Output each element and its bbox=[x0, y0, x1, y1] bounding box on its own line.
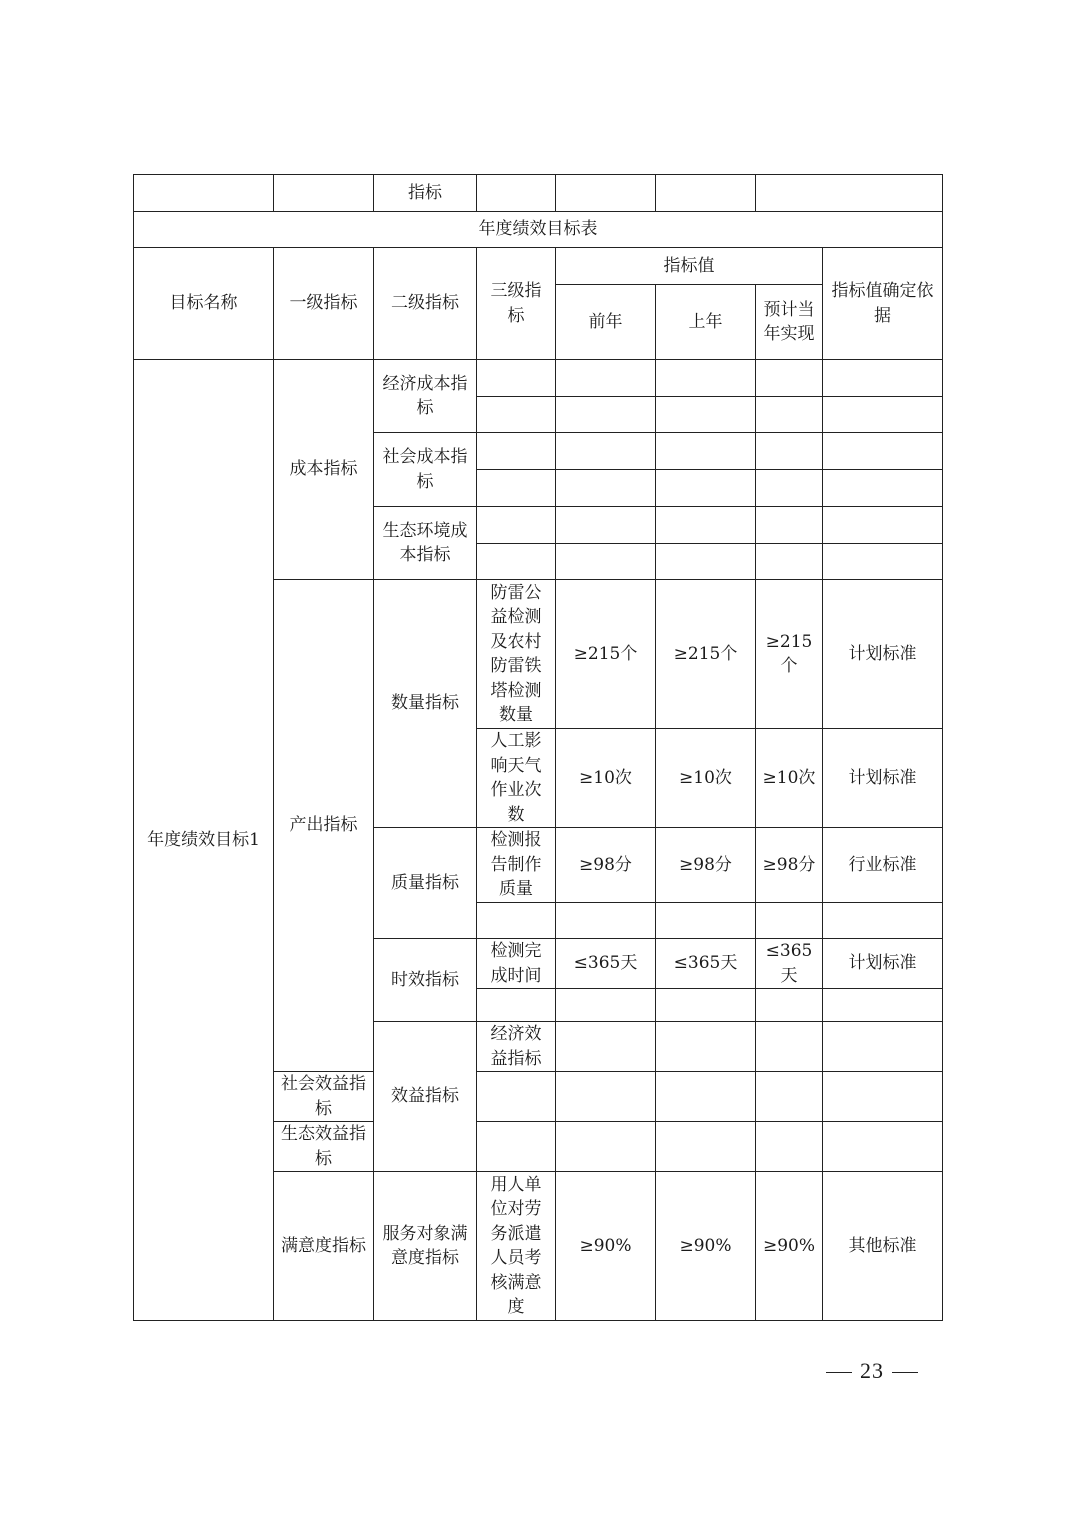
table-cell bbox=[756, 544, 823, 580]
table-cell: 指标 bbox=[374, 175, 477, 212]
table-cell bbox=[556, 903, 656, 939]
indicator-name: 人工影响天气作业次数 bbox=[477, 729, 556, 828]
table-cell bbox=[756, 507, 823, 544]
table-cell bbox=[656, 989, 756, 1022]
table-cell bbox=[823, 989, 943, 1022]
table-title-row bbox=[134, 212, 943, 248]
table-cell bbox=[556, 989, 656, 1022]
table-cell bbox=[656, 1022, 756, 1072]
table-cell bbox=[656, 903, 756, 939]
table-cell bbox=[656, 1122, 756, 1172]
value-prev-year: ≥98分 bbox=[556, 828, 656, 903]
benefit-indicator-label: 效益指标 bbox=[374, 1022, 477, 1172]
table-cell bbox=[756, 470, 823, 507]
table-title: 年度绩效目标表 bbox=[134, 212, 943, 248]
economic-cost-indicator: 经济成本指标 bbox=[374, 360, 477, 433]
page-number: 23 bbox=[860, 1358, 884, 1383]
table-cell bbox=[656, 360, 756, 397]
table-cell bbox=[823, 903, 943, 939]
value-expected: ≤365天 bbox=[756, 939, 823, 989]
table-cell bbox=[823, 397, 943, 433]
table-cell bbox=[756, 397, 823, 433]
indicator-name: 防雷公益检测及农村防雷铁塔检测数量 bbox=[477, 580, 556, 729]
header-expected: 预计当年实现 bbox=[756, 285, 823, 360]
value-basis: 计划标准 bbox=[823, 939, 943, 989]
value-expected: ≥10次 bbox=[756, 729, 823, 828]
quality-indicator-label: 质量指标 bbox=[374, 828, 477, 939]
table-cell bbox=[477, 1122, 556, 1172]
value-basis: 其他标准 bbox=[823, 1172, 943, 1321]
table-cell bbox=[756, 1072, 823, 1122]
table-cell bbox=[556, 1022, 656, 1072]
dash-right bbox=[892, 1372, 918, 1373]
table-cell bbox=[756, 903, 823, 939]
ecological-benefit-indicator: 生态效益指标 bbox=[274, 1122, 374, 1172]
table-cell bbox=[823, 544, 943, 580]
quantity-indicator-label: 数量指标 bbox=[374, 580, 477, 828]
value-expected: ≥90% bbox=[756, 1172, 823, 1321]
economic-benefit-indicator: 经济效益指标 bbox=[477, 1022, 556, 1072]
value-prev-year: ≤365天 bbox=[556, 939, 656, 989]
value-last-year: ≤365天 bbox=[656, 939, 756, 989]
value-basis: 计划标准 bbox=[823, 580, 943, 729]
table-cell bbox=[656, 507, 756, 544]
table-cell bbox=[823, 360, 943, 397]
table-cell bbox=[477, 989, 556, 1022]
header-target-name: 目标名称 bbox=[134, 248, 274, 360]
service-satisfaction-indicator: 服务对象满意度指标 bbox=[374, 1172, 477, 1321]
target-name-cell: 年度绩效目标1 bbox=[134, 360, 274, 1321]
table-cell bbox=[823, 1022, 943, 1072]
table-cell bbox=[477, 507, 556, 544]
table-cell bbox=[477, 360, 556, 397]
table-cell bbox=[656, 433, 756, 470]
eco-env-cost-indicator: 生态环境成本指标 bbox=[374, 507, 477, 580]
table-cell bbox=[823, 1122, 943, 1172]
table-cell bbox=[556, 433, 656, 470]
table-cell bbox=[756, 989, 823, 1022]
page-number-footer bbox=[818, 1358, 926, 1384]
table-cell bbox=[556, 507, 656, 544]
header-level3: 三级指标 bbox=[477, 248, 556, 360]
header-level1: 一级指标 bbox=[274, 248, 374, 360]
table-cell bbox=[823, 1072, 943, 1122]
table-cell bbox=[477, 433, 556, 470]
timeliness-indicator-label: 时效指标 bbox=[374, 939, 477, 1022]
header-value-group: 指标值 bbox=[556, 248, 823, 285]
value-prev-year: ≥215个 bbox=[556, 580, 656, 729]
value-last-year: ≥215个 bbox=[656, 580, 756, 729]
indicator-name: 检测报告制作质量 bbox=[477, 828, 556, 903]
header-row bbox=[134, 248, 943, 285]
table-cell bbox=[823, 433, 943, 470]
table-cell bbox=[756, 175, 943, 212]
table-cell bbox=[477, 544, 556, 580]
table-cell bbox=[556, 175, 656, 212]
table-cell bbox=[477, 903, 556, 939]
table-row bbox=[134, 360, 943, 397]
value-last-year: ≥98分 bbox=[656, 828, 756, 903]
header-last-year: 上年 bbox=[656, 285, 756, 360]
table-cell bbox=[756, 360, 823, 397]
table-cell bbox=[477, 175, 556, 212]
table-cell bbox=[477, 397, 556, 433]
table-cell bbox=[556, 1122, 656, 1172]
value-last-year: ≥10次 bbox=[656, 729, 756, 828]
table-cell bbox=[556, 360, 656, 397]
value-last-year: ≥90% bbox=[656, 1172, 756, 1321]
social-benefit-indicator: 社会效益指标 bbox=[274, 1072, 374, 1122]
value-expected: ≥215个 bbox=[756, 580, 823, 729]
table-cell bbox=[756, 433, 823, 470]
table-cell bbox=[656, 1072, 756, 1122]
social-cost-indicator: 社会成本指标 bbox=[374, 433, 477, 507]
table-cell bbox=[556, 470, 656, 507]
table-cell bbox=[477, 470, 556, 507]
header-basis: 指标值确定依据 bbox=[823, 248, 943, 360]
output-indicator-label: 产出指标 bbox=[274, 580, 374, 1072]
header-prev-year: 前年 bbox=[556, 285, 656, 360]
table-cell bbox=[756, 1022, 823, 1072]
indicator-name: 检测完成时间 bbox=[477, 939, 556, 989]
table-cell bbox=[656, 470, 756, 507]
table-cell bbox=[134, 175, 274, 212]
table-row bbox=[134, 175, 943, 212]
value-prev-year: ≥10次 bbox=[556, 729, 656, 828]
table-cell bbox=[556, 544, 656, 580]
table-cell bbox=[656, 544, 756, 580]
satisfaction-indicator-label: 满意度指标 bbox=[274, 1172, 374, 1321]
table-cell bbox=[556, 1072, 656, 1122]
value-basis: 计划标准 bbox=[823, 729, 943, 828]
table-cell bbox=[556, 397, 656, 433]
table-cell bbox=[656, 175, 756, 212]
performance-target-table bbox=[133, 174, 943, 1321]
dash-left bbox=[826, 1372, 852, 1373]
value-expected: ≥98分 bbox=[756, 828, 823, 903]
table-cell bbox=[756, 1122, 823, 1172]
value-basis: 行业标准 bbox=[823, 828, 943, 903]
indicator-name: 用人单位对劳务派遣人员考核满意度 bbox=[477, 1172, 556, 1321]
table-cell bbox=[477, 1072, 556, 1122]
value-prev-year: ≥90% bbox=[556, 1172, 656, 1321]
table-cell bbox=[823, 470, 943, 507]
table-cell bbox=[823, 507, 943, 544]
header-level2: 二级指标 bbox=[374, 248, 477, 360]
cost-indicator-label: 成本指标 bbox=[274, 360, 374, 580]
table-cell bbox=[274, 175, 374, 212]
table-cell bbox=[656, 397, 756, 433]
